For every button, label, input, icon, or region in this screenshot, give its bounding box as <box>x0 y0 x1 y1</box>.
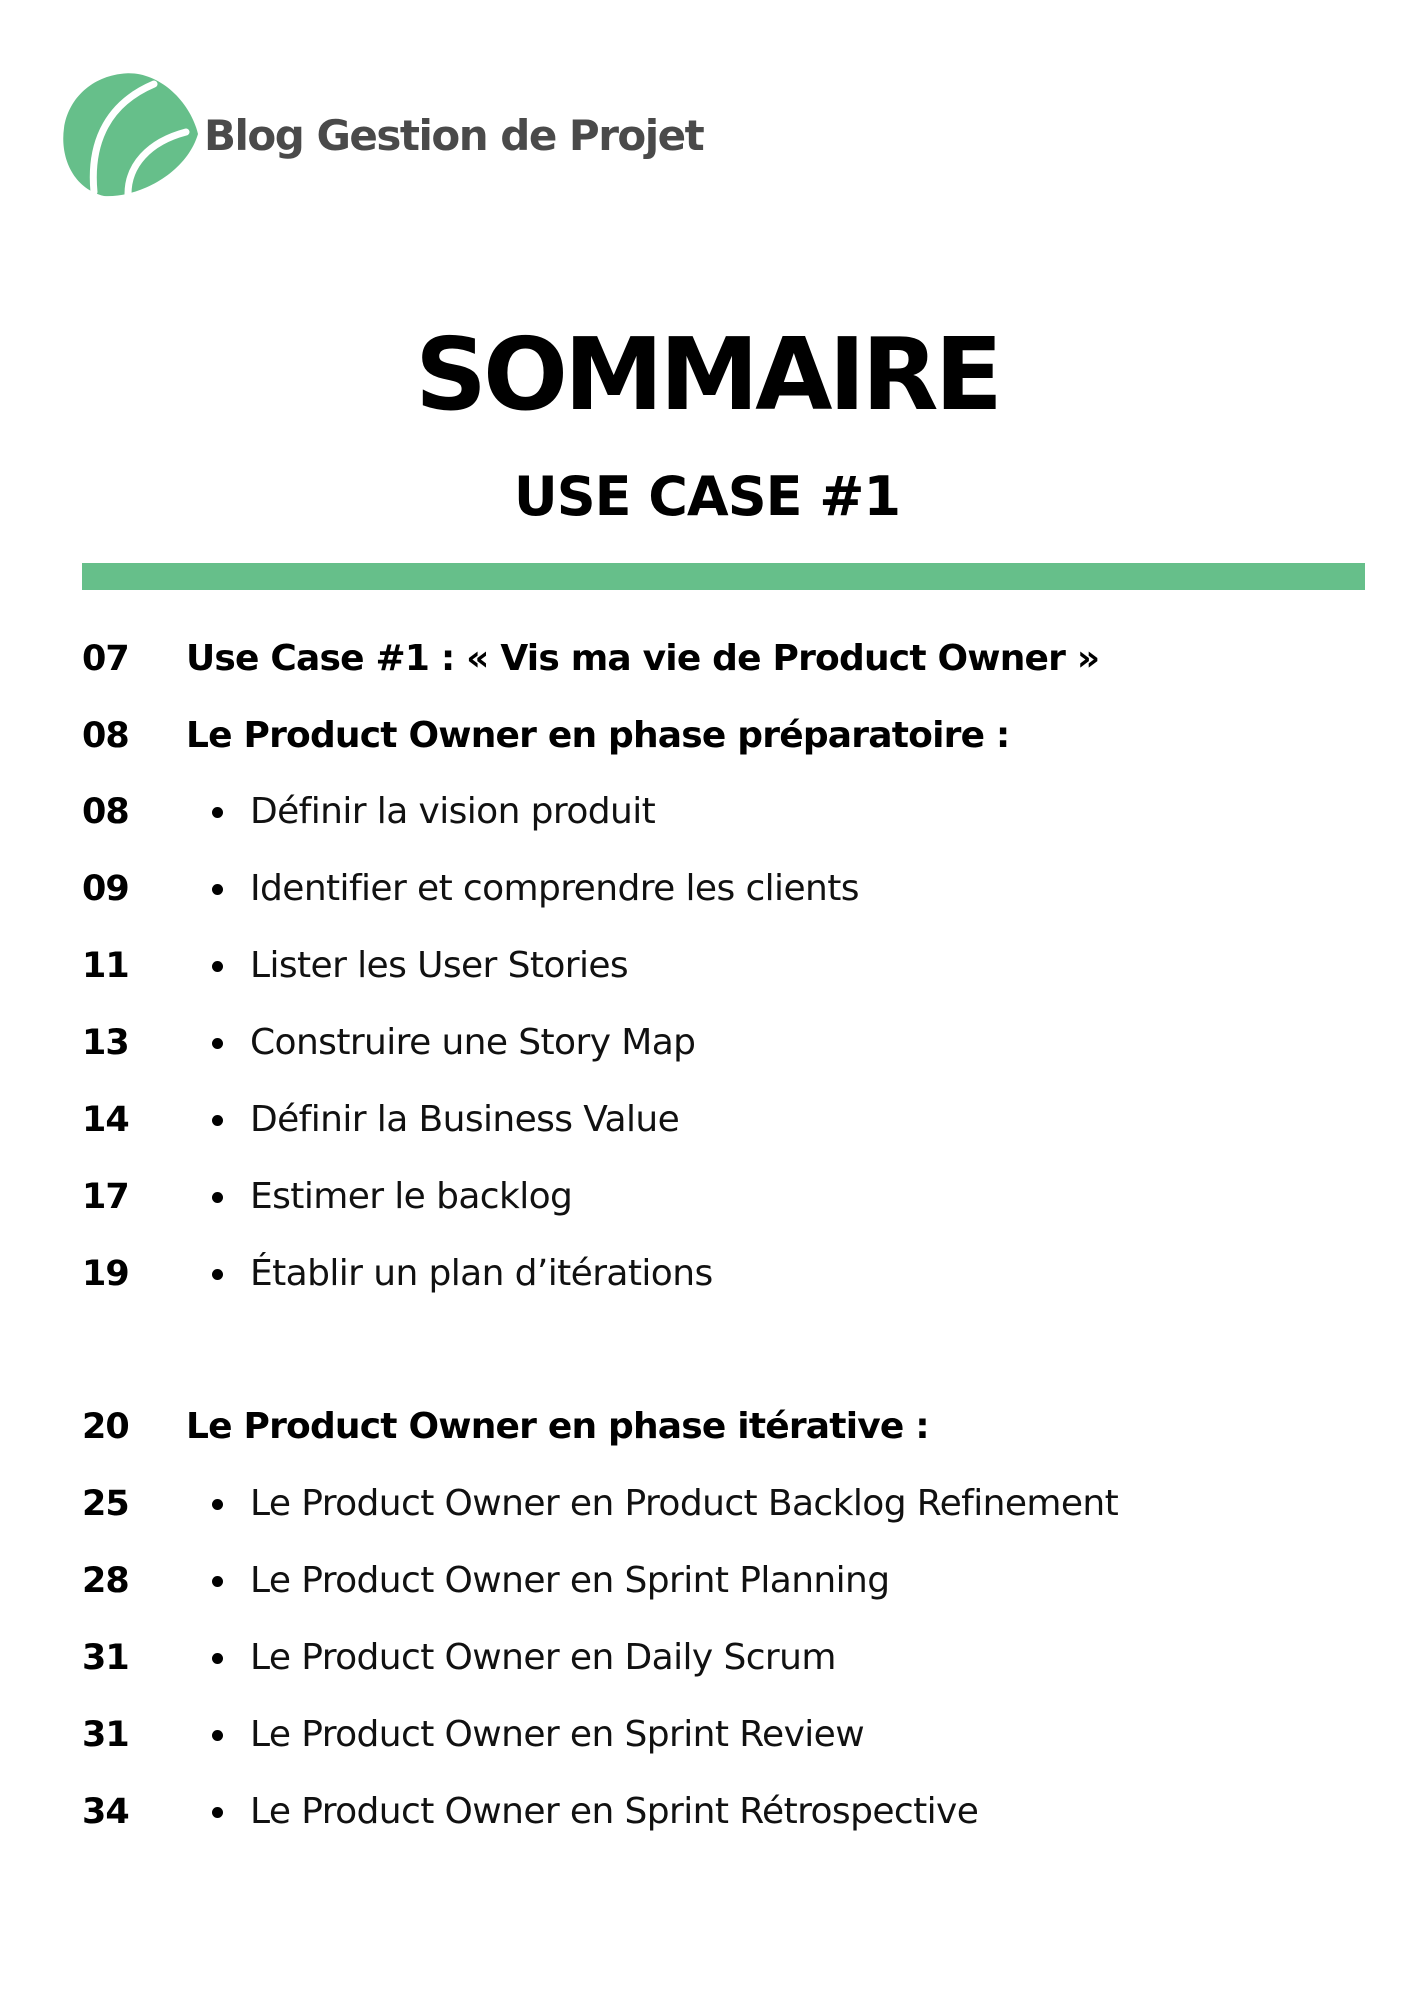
bullet-icon <box>212 1576 223 1587</box>
bullet-icon <box>212 1038 223 1049</box>
bullet-icon <box>212 1653 223 1664</box>
item-label: Définir la Business Value <box>250 1099 680 1140</box>
section-heading: Le Product Owner en phase préparatoire : <box>186 715 1010 756</box>
bullet-icon <box>212 807 223 818</box>
toc-item <box>0 941 1414 991</box>
item-label: Identifier et comprendre les clients <box>250 868 859 909</box>
page-number: 08 <box>82 792 129 832</box>
bullet-icon <box>212 1730 223 1741</box>
bullet-icon <box>212 1115 223 1126</box>
page-number: 09 <box>82 869 129 909</box>
page-title: SOMMAIRE <box>415 316 999 433</box>
item-label: Le Product Owner en Sprint Rétrospective <box>250 1791 979 1832</box>
page-number: 25 <box>82 1484 129 1524</box>
item-label: Définir la vision produit <box>250 791 656 832</box>
toc-item <box>0 1172 1414 1222</box>
bullet-icon <box>212 1807 223 1818</box>
toc-item <box>0 1018 1414 1068</box>
toc-item <box>0 1249 1414 1299</box>
bullet-icon <box>212 1192 223 1203</box>
page-number: 07 <box>82 639 129 679</box>
bullet-icon <box>212 1269 223 1280</box>
section-heading: Le Product Owner en phase itérative : <box>186 1406 929 1447</box>
page-number: 34 <box>82 1792 129 1832</box>
item-label: Établir un plan d’itérations <box>250 1253 713 1294</box>
page-number: 11 <box>82 946 129 986</box>
page-number: 13 <box>82 1023 129 1063</box>
page-subtitle: USE CASE #1 <box>513 465 901 528</box>
toc-item <box>0 1787 1414 1837</box>
bullet-icon <box>212 961 223 972</box>
logo-text: Blog Gestion de Projet <box>204 110 704 160</box>
logo <box>58 70 703 200</box>
leaf-logo-icon <box>58 70 200 200</box>
item-label: Lister les User Stories <box>250 945 629 986</box>
toc-item <box>0 1633 1414 1683</box>
item-label: Le Product Owner en Product Backlog Refinement <box>250 1483 1119 1524</box>
item-label: Le Product Owner en Daily Scrum <box>250 1637 836 1678</box>
item-label: Construire une Story Map <box>250 1022 696 1063</box>
toc-section-preparatory <box>0 711 1414 761</box>
item-label: Estimer le backlog <box>250 1176 573 1217</box>
page-number: 28 <box>82 1561 129 1601</box>
toc-item <box>0 1556 1414 1606</box>
section-heading: Use Case #1 : « Vis ma vie de Product Owner » <box>186 638 1100 679</box>
item-label: Le Product Owner en Sprint Planning <box>250 1560 890 1601</box>
item-label: Le Product Owner en Sprint Review <box>250 1714 865 1755</box>
page-number: 08 <box>82 716 129 756</box>
toc-entry-intro <box>0 634 1414 684</box>
page-number: 19 <box>82 1254 129 1294</box>
toc-item <box>0 1479 1414 1529</box>
page-number: 14 <box>82 1100 129 1140</box>
bullet-icon <box>212 884 223 895</box>
page-number: 17 <box>82 1177 129 1217</box>
toc-item <box>0 1095 1414 1145</box>
toc-section-iterative <box>0 1402 1414 1452</box>
toc-item <box>0 787 1414 837</box>
bullet-icon <box>212 1499 223 1510</box>
toc-item <box>0 864 1414 914</box>
page-number: 31 <box>82 1638 129 1678</box>
divider-bar <box>82 563 1365 590</box>
page-number: 20 <box>82 1407 129 1447</box>
toc-item <box>0 1710 1414 1760</box>
page-number: 31 <box>82 1715 129 1755</box>
